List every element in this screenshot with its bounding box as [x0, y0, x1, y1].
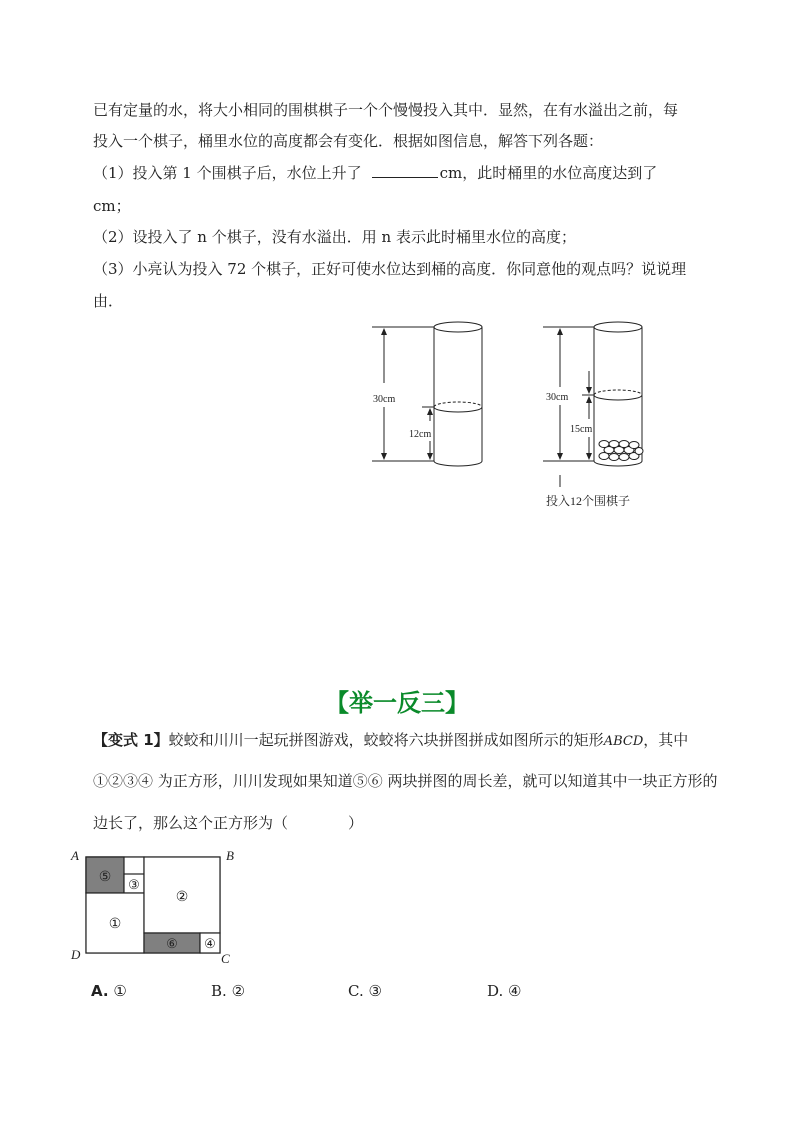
vertex-d: D [71, 947, 81, 962]
right-water-label: 15cm [570, 424, 593, 435]
option-a-letter: A. [91, 982, 109, 1000]
option-d[interactable] [487, 982, 522, 1000]
vertex-b: B [226, 848, 234, 863]
cylinder-figure [360, 315, 660, 520]
variant-text-1-end: ，其中 [643, 731, 689, 749]
question-1-post: cm，此时桶里的水位高度达到了 [439, 164, 658, 182]
question-2: （2）设投入了 n 个棋子，没有水溢出．用 n 表示此时桶里水位的高度； [93, 228, 576, 246]
left-water-label: 12cm [409, 429, 432, 440]
vertex-c: C [221, 951, 230, 966]
piece-5-label: ⑤ [98, 870, 112, 885]
option-b-letter: B. [211, 982, 227, 1000]
left-cylinder [434, 322, 482, 466]
left-height-label: 30cm [373, 394, 396, 405]
option-d-text: ④ [508, 982, 522, 1000]
rect-name: ABCD [603, 734, 644, 749]
option-d-letter: D. [487, 982, 504, 1000]
question-1 [93, 163, 657, 183]
variant-line-2: ①②③④ 为正方形，川川发现如果知道⑤⑥ 两块拼图的周长差，就可以知道其中一块正方形的 [93, 772, 718, 790]
question-1-continuation: cm； [93, 197, 131, 215]
question-3-line-2: 由． [93, 292, 124, 310]
figure-caption: 投入12个围棋子 [546, 494, 631, 508]
go-stones [599, 441, 643, 461]
option-b[interactable] [211, 982, 245, 1000]
variant-tag: 【变式 1】 [93, 731, 169, 749]
question-1-pre: （1）投入第 1 个围棋子后，水位上升了 [93, 164, 362, 182]
piece-3-label: ③ [128, 877, 140, 892]
option-c-text: ③ [368, 982, 382, 1000]
option-a[interactable] [91, 982, 127, 1000]
section-heading: 【举一反三】 [325, 689, 469, 717]
piece-2-label: ② [175, 890, 189, 905]
piece-6-label: ⑥ [166, 936, 178, 951]
tiling-figure [66, 845, 246, 970]
answer-blank [372, 163, 438, 178]
question-3-line-1: （3）小亮认为投入 72 个棋子，正好可使水位达到桶的高度．你同意他的观点吗？说说理 [93, 260, 687, 278]
problem-line-1: 已有定量的水，将大小相同的围棋棋子一个个慢慢投入其中．显然，在有水溢出之前，每 [93, 101, 679, 119]
piece-4-label: ④ [204, 936, 216, 951]
variant-line-1 [93, 730, 688, 752]
piece-1-label: ① [108, 917, 122, 932]
option-c[interactable] [348, 982, 382, 1000]
right-height-label: 30cm [546, 392, 569, 403]
right-cylinder [594, 322, 643, 466]
vertex-a: A [71, 848, 79, 863]
variant-text-1: 蛟蛟和川川一起玩拼图游戏，蛟蛟将六块拼图拼成如图所示的矩形 [168, 731, 604, 749]
problem-line-2: 投入一个棋子，桶里水位的高度都会有变化．根据如图信息，解答下列各题： [93, 132, 604, 150]
option-b-text: ② [231, 982, 246, 1000]
option-c-letter: C. [348, 982, 364, 1000]
variant-line-3: 边长了，那么这个正方形为（ ） [93, 814, 364, 832]
option-a-text: ① [113, 982, 127, 1000]
